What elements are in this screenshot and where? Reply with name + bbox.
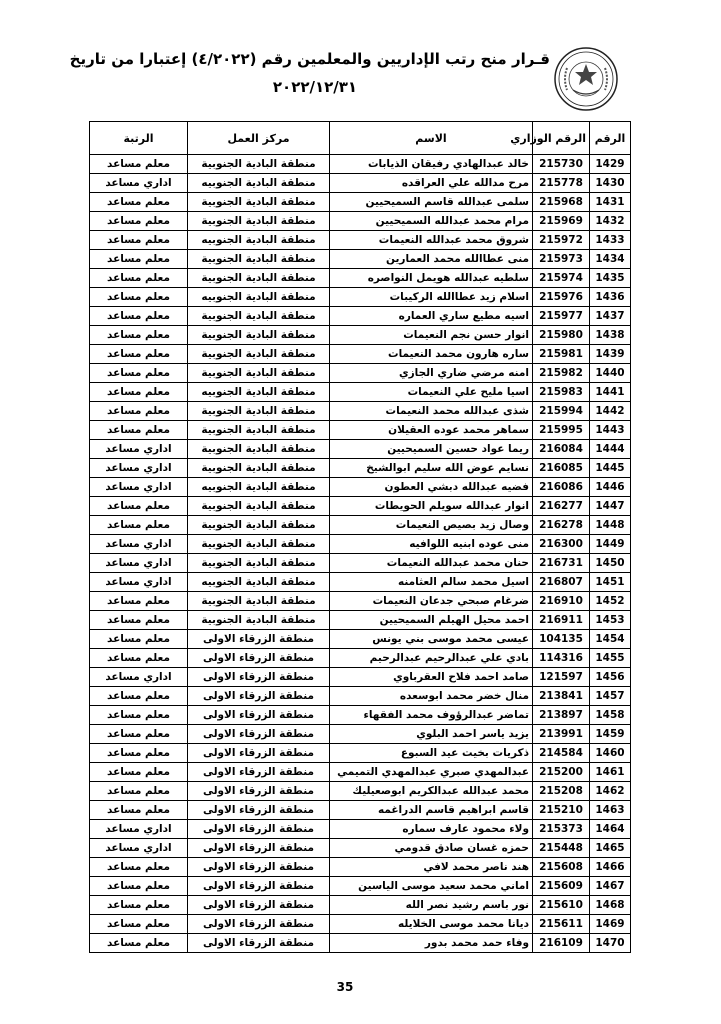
row-workplace: منطقة البادية الجنوبية: [188, 212, 330, 231]
header-ministry-number: الرقم الوزاري: [533, 122, 590, 155]
header-name: الاسم: [330, 122, 533, 155]
table-row: [90, 554, 631, 573]
row-workplace: منطقة الزرقاء الاولى: [188, 706, 330, 725]
row-name: وفاء حمد محمد بدور: [330, 934, 533, 953]
row-ministry-number: 215611: [533, 915, 590, 934]
table-row: [90, 307, 631, 326]
row-ministry-number: 215977: [533, 307, 590, 326]
row-rank: معلم مساعد: [90, 497, 188, 516]
row-name: شذى عبدالله محمد النعيمات: [330, 402, 533, 421]
row-name: نور باسم رشيد نصر الله: [330, 896, 533, 915]
row-name: ريما عواد حسين السميحيين: [330, 440, 533, 459]
row-rank: معلم مساعد: [90, 725, 188, 744]
table-row: [90, 725, 631, 744]
row-seq: 1444: [590, 440, 631, 459]
row-workplace: منطقة الزرقاء الاولى: [188, 915, 330, 934]
row-rank: اداري مساعد: [90, 440, 188, 459]
table-row: [90, 155, 631, 174]
row-seq: 1446: [590, 478, 631, 497]
row-rank: معلم مساعد: [90, 611, 188, 630]
row-ministry-number: 215778: [533, 174, 590, 193]
table-row: [90, 573, 631, 592]
row-seq: 1464: [590, 820, 631, 839]
row-name: اسيل محمد سالم العثامنه: [330, 573, 533, 592]
row-rank: اداري مساعد: [90, 668, 188, 687]
row-rank: معلم مساعد: [90, 915, 188, 934]
row-rank: اداري مساعد: [90, 573, 188, 592]
row-workplace: منطقة الزرقاء الاولى: [188, 668, 330, 687]
row-seq: 1441: [590, 383, 631, 402]
table-row: [90, 915, 631, 934]
row-workplace: منطقة البادية الجنوبية: [188, 193, 330, 212]
row-ministry-number: 213841: [533, 687, 590, 706]
row-ministry-number: 215969: [533, 212, 590, 231]
table-row: [90, 440, 631, 459]
row-ministry-number: 215448: [533, 839, 590, 858]
row-seq: 1442: [590, 402, 631, 421]
row-rank: معلم مساعد: [90, 383, 188, 402]
decision-title: قـرار منح رتب الإداريين والمعلمين رقم (٤/٢٠٢٢) إعتبارا من تاريخ: [69, 50, 550, 68]
row-name: اسلام زيد عطاالله الركيبات: [330, 288, 533, 307]
row-workplace: منطقة البادية الجنوبية: [188, 516, 330, 535]
row-rank: معلم مساعد: [90, 858, 188, 877]
row-seq: 1449: [590, 535, 631, 554]
row-workplace: منطقة البادية الجنوبية: [188, 421, 330, 440]
row-rank: معلم مساعد: [90, 288, 188, 307]
ministry-seal-icon: [553, 46, 619, 112]
row-workplace: منطقة البادية الجنوبية: [188, 364, 330, 383]
row-ministry-number: 215609: [533, 877, 590, 896]
row-ministry-number: 215980: [533, 326, 590, 345]
row-name: يزيد ياسر احمد البلوي: [330, 725, 533, 744]
row-rank: معلم مساعد: [90, 402, 188, 421]
row-workplace: منطقة البادية الجنوبية: [188, 155, 330, 174]
row-ministry-number: 215974: [533, 269, 590, 288]
row-ministry-number: 114316: [533, 649, 590, 668]
row-seq: 1468: [590, 896, 631, 915]
row-workplace: منطقة البادية الجنوبية: [188, 250, 330, 269]
row-ministry-number: 216731: [533, 554, 590, 573]
row-rank: معلم مساعد: [90, 592, 188, 611]
row-seq: 1461: [590, 763, 631, 782]
row-workplace: منطقة الزرقاء الاولى: [188, 858, 330, 877]
row-name: حنان محمد عبدالله النعيمات: [330, 554, 533, 573]
row-name: عيسى محمد موسى بني يونس: [330, 630, 533, 649]
row-rank: اداري مساعد: [90, 174, 188, 193]
row-ministry-number: 215730: [533, 155, 590, 174]
row-seq: 1453: [590, 611, 631, 630]
row-name: احمد محيل الهيلم السميحيين: [330, 611, 533, 630]
row-workplace: منطقة الزرقاء الاولى: [188, 725, 330, 744]
table-row: [90, 402, 631, 421]
row-workplace: منطقة الزرقاء الاولى: [188, 763, 330, 782]
row-ministry-number: 216084: [533, 440, 590, 459]
row-seq: 1451: [590, 573, 631, 592]
row-workplace: منطقة الزرقاء الاولى: [188, 687, 330, 706]
row-workplace: منطقة البادية الجنوبية: [188, 402, 330, 421]
row-rank: معلم مساعد: [90, 231, 188, 250]
row-seq: 1433: [590, 231, 631, 250]
table-row: [90, 687, 631, 706]
row-rank: اداري مساعد: [90, 478, 188, 497]
row-seq: 1434: [590, 250, 631, 269]
row-ministry-number: 215972: [533, 231, 590, 250]
row-ministry-number: 213897: [533, 706, 590, 725]
table-row: [90, 497, 631, 516]
row-workplace: منطقة البادية الجنوبيه: [188, 288, 330, 307]
row-seq: 1445: [590, 459, 631, 478]
table-row: [90, 231, 631, 250]
row-seq: 1429: [590, 155, 631, 174]
row-name: سلطيه عبدالله هويمل النواصره: [330, 269, 533, 288]
row-seq: 1447: [590, 497, 631, 516]
row-seq: 1462: [590, 782, 631, 801]
row-workplace: منطقة الزرقاء الاولى: [188, 934, 330, 953]
table-body: [90, 155, 631, 953]
row-ministry-number: 216278: [533, 516, 590, 535]
row-workplace: منطقة البادية الجنوبية: [188, 269, 330, 288]
table-row: [90, 649, 631, 668]
row-rank: معلم مساعد: [90, 421, 188, 440]
row-ministry-number: 215968: [533, 193, 590, 212]
row-seq: 1457: [590, 687, 631, 706]
row-name: بادي علي عبدالرحيم عبدالرحيم: [330, 649, 533, 668]
table-row: [90, 782, 631, 801]
row-rank: معلم مساعد: [90, 326, 188, 345]
row-seq: 1456: [590, 668, 631, 687]
page-number: 35: [336, 980, 354, 994]
row-seq: 1439: [590, 345, 631, 364]
row-name: وصال زيد بصيص النعيمات: [330, 516, 533, 535]
table-row: [90, 592, 631, 611]
row-rank: معلم مساعد: [90, 516, 188, 535]
row-ministry-number: 216277: [533, 497, 590, 516]
table-row: [90, 345, 631, 364]
row-name: ضرغام صبحي جدعان النعيمات: [330, 592, 533, 611]
row-workplace: منطقة الزرقاء الاولى: [188, 782, 330, 801]
row-name: منال خضر محمد ابوسعده: [330, 687, 533, 706]
row-name: قاسم ابراهيم قاسم الدراغمه: [330, 801, 533, 820]
table-row: [90, 383, 631, 402]
row-workplace: منطقة الزرقاء الاولى: [188, 630, 330, 649]
table-row: [90, 250, 631, 269]
table-row: [90, 877, 631, 896]
table-row: [90, 630, 631, 649]
row-rank: اداري مساعد: [90, 535, 188, 554]
row-seq: 1436: [590, 288, 631, 307]
row-ministry-number: 216085: [533, 459, 590, 478]
row-seq: 1440: [590, 364, 631, 383]
row-name: خالد عبدالهادي رفيقان الذيابات: [330, 155, 533, 174]
row-seq: 1443: [590, 421, 631, 440]
row-name: محمد عبدالله عبدالكريم ابوصعيليك: [330, 782, 533, 801]
row-workplace: منطقة البادية الجنوبيه: [188, 174, 330, 193]
table-row: [90, 744, 631, 763]
row-ministry-number: 215976: [533, 288, 590, 307]
table-row: [90, 668, 631, 687]
row-workplace: منطقة البادية الجنوبية: [188, 440, 330, 459]
row-rank: معلم مساعد: [90, 687, 188, 706]
row-workplace: منطقة الزرقاء الاولى: [188, 744, 330, 763]
table-row: [90, 459, 631, 478]
table-row: [90, 820, 631, 839]
row-ministry-number: 215981: [533, 345, 590, 364]
row-ministry-number: 215982: [533, 364, 590, 383]
decision-date: ٢٠٢٢/١٢/٣١: [272, 78, 358, 96]
header-workplace: مركز العمل: [188, 122, 330, 155]
row-ministry-number: 215200: [533, 763, 590, 782]
row-workplace: منطقة البادية الجنوبيه: [188, 383, 330, 402]
table-row: [90, 858, 631, 877]
row-workplace: منطقة الزرقاء الاولى: [188, 649, 330, 668]
row-name: سلمى عبدالله قاسم السميحيين: [330, 193, 533, 212]
row-ministry-number: 214584: [533, 744, 590, 763]
row-name: سماهر محمد عوده العقيلان: [330, 421, 533, 440]
row-rank: معلم مساعد: [90, 801, 188, 820]
row-name: ولاء محمود عارف سماره: [330, 820, 533, 839]
row-name: اماني محمد سعيد موسى الياسين: [330, 877, 533, 896]
row-rank: معلم مساعد: [90, 763, 188, 782]
row-workplace: منطقة البادية الجنوبية: [188, 326, 330, 345]
row-ministry-number: 215994: [533, 402, 590, 421]
table-row: [90, 269, 631, 288]
table-row: [90, 212, 631, 231]
table-row: [90, 763, 631, 782]
row-seq: 1463: [590, 801, 631, 820]
row-workplace: منطقة الزرقاء الاولى: [188, 896, 330, 915]
row-seq: 1466: [590, 858, 631, 877]
table-row: [90, 535, 631, 554]
row-name: انوار عبدالله سويلم الحويطات: [330, 497, 533, 516]
row-name: ديانا محمد موسى الخلايله: [330, 915, 533, 934]
row-ministry-number: 213991: [533, 725, 590, 744]
row-workplace: منطقة الزرقاء الاولى: [188, 801, 330, 820]
row-workplace: منطقة البادية الجنوبيه: [188, 231, 330, 250]
table-row: [90, 934, 631, 953]
row-name: اسيا مليح علي النعيمات: [330, 383, 533, 402]
row-ministry-number: 215208: [533, 782, 590, 801]
table-row: [90, 801, 631, 820]
row-seq: 1432: [590, 212, 631, 231]
row-rank: معلم مساعد: [90, 934, 188, 953]
row-seq: 1452: [590, 592, 631, 611]
row-name: ذكريات بخيت عيد السبوع: [330, 744, 533, 763]
row-seq: 1430: [590, 174, 631, 193]
row-rank: معلم مساعد: [90, 193, 188, 212]
row-workplace: منطقة الزرقاء الاولى: [188, 877, 330, 896]
row-ministry-number: 215210: [533, 801, 590, 820]
row-name: منى عوده ابنيه اللوافيه: [330, 535, 533, 554]
row-rank: معلم مساعد: [90, 896, 188, 915]
row-rank: معلم مساعد: [90, 782, 188, 801]
row-rank: معلم مساعد: [90, 706, 188, 725]
row-ministry-number: 215610: [533, 896, 590, 915]
header-rank: الرتبة: [90, 122, 188, 155]
row-seq: 1448: [590, 516, 631, 535]
row-workplace: منطقة البادية الجنوبية: [188, 459, 330, 478]
row-seq: 1469: [590, 915, 631, 934]
row-seq: 1454: [590, 630, 631, 649]
row-rank: اداري مساعد: [90, 459, 188, 478]
row-seq: 1465: [590, 839, 631, 858]
row-rank: معلم مساعد: [90, 307, 188, 326]
row-ministry-number: 216109: [533, 934, 590, 953]
row-seq: 1450: [590, 554, 631, 573]
row-workplace: منطقة الزرقاء الاولى: [188, 839, 330, 858]
row-workplace: منطقة البادية الجنوبية: [188, 611, 330, 630]
row-workplace: منطقة البادية الجنوبيه: [188, 573, 330, 592]
row-workplace: منطقة البادية الجنوبية: [188, 592, 330, 611]
row-name: فضيه عبدالله دبشي العطون: [330, 478, 533, 497]
row-seq: 1431: [590, 193, 631, 212]
row-workplace: منطقة الزرقاء الاولى: [188, 820, 330, 839]
row-seq: 1467: [590, 877, 631, 896]
row-rank: اداري مساعد: [90, 554, 188, 573]
row-seq: 1435: [590, 269, 631, 288]
header-seq: الرقم: [590, 122, 631, 155]
row-seq: 1458: [590, 706, 631, 725]
row-name: مرح مدالله علي العراقده: [330, 174, 533, 193]
row-ministry-number: 216910: [533, 592, 590, 611]
row-name: اسيه مطيع ساري العماره: [330, 307, 533, 326]
row-seq: 1455: [590, 649, 631, 668]
row-ministry-number: 215608: [533, 858, 590, 877]
row-seq: 1437: [590, 307, 631, 326]
row-name: عبدالمهدي صبري عبدالمهدي التميمي: [330, 763, 533, 782]
row-rank: معلم مساعد: [90, 649, 188, 668]
row-name: مرام محمد عبدالله السميحيين: [330, 212, 533, 231]
row-name: انوار حسن نجم النعيمات: [330, 326, 533, 345]
row-seq: 1459: [590, 725, 631, 744]
table-row: [90, 364, 631, 383]
row-name: شروق محمد عبدالله النعيمات: [330, 231, 533, 250]
row-rank: معلم مساعد: [90, 364, 188, 383]
row-workplace: منطقة البادية الجنوبيه: [188, 478, 330, 497]
row-name: صامد احمد فلاح العقرباوي: [330, 668, 533, 687]
row-workplace: منطقة البادية الجنوبية: [188, 497, 330, 516]
row-name: ساره هارون محمد النعيمات: [330, 345, 533, 364]
row-ministry-number: 215983: [533, 383, 590, 402]
row-rank: معلم مساعد: [90, 269, 188, 288]
row-rank: معلم مساعد: [90, 630, 188, 649]
row-workplace: منطقة البادية الجنوبية: [188, 554, 330, 573]
table-row: [90, 478, 631, 497]
row-rank: معلم مساعد: [90, 155, 188, 174]
table-row: [90, 193, 631, 212]
row-rank: اداري مساعد: [90, 839, 188, 858]
row-ministry-number: 215995: [533, 421, 590, 440]
row-name: تماضر عبدالرؤوف محمد الفقهاء: [330, 706, 533, 725]
row-name: امنه مرضي ضاري الجازي: [330, 364, 533, 383]
row-rank: معلم مساعد: [90, 345, 188, 364]
table-row: [90, 421, 631, 440]
row-name: هند ناصر محمد لافي: [330, 858, 533, 877]
row-name: نسايم عوض الله سليم ابوالشيخ: [330, 459, 533, 478]
table-row: [90, 288, 631, 307]
table-row: [90, 611, 631, 630]
table-row: [90, 326, 631, 345]
row-ministry-number: 104135: [533, 630, 590, 649]
row-ministry-number: 215373: [533, 820, 590, 839]
row-ministry-number: 216911: [533, 611, 590, 630]
row-name: منى عطاالله محمد العمارين: [330, 250, 533, 269]
row-seq: 1470: [590, 934, 631, 953]
row-rank: معلم مساعد: [90, 250, 188, 269]
row-workplace: منطقة البادية الجنوبية: [188, 345, 330, 364]
table-row: [90, 839, 631, 858]
table-row: [90, 706, 631, 725]
row-name: حمزه غسان صادق قدومي: [330, 839, 533, 858]
row-rank: معلم مساعد: [90, 744, 188, 763]
row-ministry-number: 216086: [533, 478, 590, 497]
row-seq: 1460: [590, 744, 631, 763]
row-seq: 1438: [590, 326, 631, 345]
row-rank: معلم مساعد: [90, 212, 188, 231]
row-ministry-number: 121597: [533, 668, 590, 687]
table-row: [90, 896, 631, 915]
row-workplace: منطقة البادية الجنوبية: [188, 535, 330, 554]
row-rank: اداري مساعد: [90, 820, 188, 839]
table-row: [90, 516, 631, 535]
table-row: [90, 174, 631, 193]
row-ministry-number: 216300: [533, 535, 590, 554]
row-workplace: منطقة البادية الجنوبية: [188, 307, 330, 326]
row-ministry-number: 216807: [533, 573, 590, 592]
row-rank: معلم مساعد: [90, 877, 188, 896]
table-header-row: [90, 122, 631, 155]
row-ministry-number: 215973: [533, 250, 590, 269]
ranks-table: [89, 121, 631, 953]
